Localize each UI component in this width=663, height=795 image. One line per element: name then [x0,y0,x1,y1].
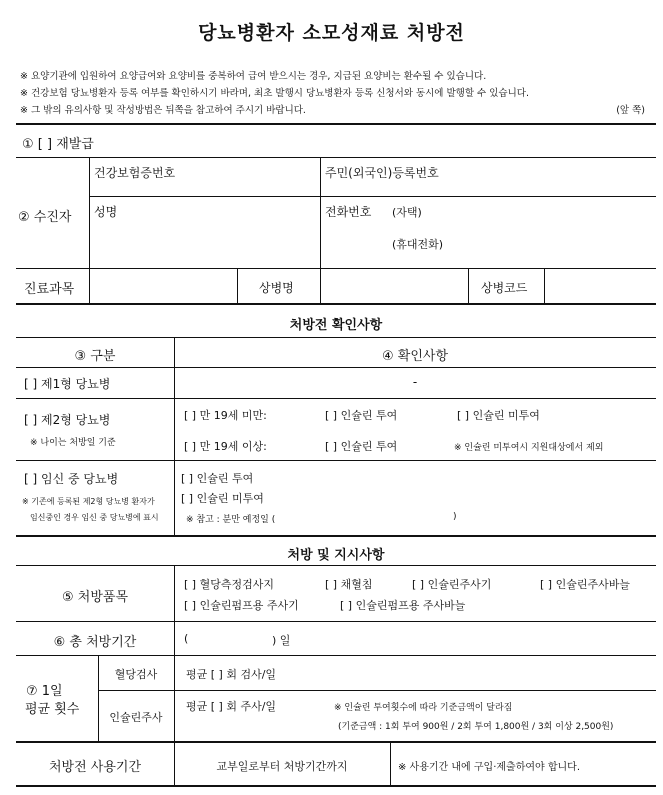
rule [16,655,656,656]
note-3 [20,102,645,119]
type1-value: - [412,375,418,389]
reissue-checkbox[interactable]: ① [ ] 재발급 [22,137,94,152]
col-divider [468,269,469,303]
dept-label: 진료과목 [24,282,75,297]
type2-exclusion-note: ※ 인슐린 미투여시 지원대상에서 제외 [454,443,604,453]
usage-value: 교부일로부터 처방기간까지 [216,760,348,773]
type2-under19-checkbox[interactable]: [ ] 만 19세 미만: [184,409,267,422]
type2-under19-no-insulin-checkbox[interactable]: [ ] 인슐린 미투여 [457,409,540,422]
col-divider [174,566,175,741]
item-pump-syringe-checkbox[interactable]: [ ] 인슐린펌프용 주사기 [184,599,299,612]
section-prescription-title: 처방 및 지시사항 [287,548,385,563]
name-label: 성명 [94,205,118,219]
note-1: ※ 요양기관에 입원하여 요양급여와 요양비를 중복하여 급여 받으시는 경우, 지급된 요양비는 환수될 수 있습니다. [20,71,487,82]
insulin-criteria-amounts: (기준금액 : 1회 투여 900원 / 2회 투여 1,800원 / 3회 이상 2,500원) [338,722,614,732]
insulin-injection-value: 평균 [ ] 회 주사/일 [186,700,277,713]
pregnancy-no-insulin-checkbox[interactable]: [ ] 인슐린 미투여 [181,492,264,505]
usage-note: ※ 사용기간 내에 구입·제출하여야 합니다. [398,762,581,773]
front-label: (앞 쪽) [616,105,645,116]
item-test-strip-checkbox[interactable]: [ ] 혈당측정검사지 [184,578,274,591]
item-pump-needle-checkbox[interactable]: [ ] 인슐린펌프용 주사바늘 [340,599,466,612]
col-divider [89,158,90,303]
rule-thick [16,535,656,537]
item-insulin-needle-checkbox[interactable]: [ ] 인슐린주사바늘 [540,578,630,591]
rule [16,157,656,158]
resident-no-label: 주민(외국인)등록번호 [325,166,439,180]
note-3-text: ※ 그 밖의 유의사항 및 작성방법은 뒤쪽을 참고하여 주시기 바랍니다. [20,105,306,116]
pregnancy-checkbox[interactable]: [ ] 임신 중 당뇨병 [24,472,119,486]
glucose-test-value: 평균 [ ] 회 검사/일 [186,668,277,681]
form-title: 당뇨병환자 소모성재료 처방전 [198,22,465,44]
item-insulin-syringe-checkbox[interactable]: [ ] 인슐린주사기 [412,578,492,591]
item-lancet-checkbox[interactable]: [ ] 채혈침 [325,578,373,591]
rule [16,337,656,338]
col-category-header: ③ 구분 [74,349,116,364]
notes-block [20,68,645,119]
due-date-label: ※ 참고 : 분만 예정일 ( [186,515,276,525]
insurance-no-label: 건강보험증번호 [94,166,176,180]
daily-label-1: ⑦ 1일 [26,684,63,699]
pregnancy-note-2: 임신중인 경우 임신 중 당뇨병에 표시 [30,513,159,522]
col-divider [237,269,238,303]
items-label: ⑤ 처방품목 [61,590,129,605]
col-divider [174,338,175,535]
rule [16,621,656,622]
type1-checkbox[interactable]: [ ] 제1형 당뇨병 [24,377,111,391]
rule-thick [16,741,656,743]
rule-thick [16,303,656,305]
phone-mobile-label: (휴대전화) [392,238,444,251]
daily-label-2: 평균 횟수 [25,702,80,717]
rule [16,565,656,566]
col-divider [544,269,545,303]
phone-home-label: (자택) [392,206,422,219]
insulin-criteria-note: ※ 인슐린 투여횟수에 따라 기준금액이 달라짐 [334,703,513,713]
recipient-label: ② 수진자 [18,210,72,225]
col-divider [390,743,391,785]
rule [16,398,656,399]
rule-top [16,123,656,125]
rule [16,367,656,368]
type2-over19-checkbox[interactable]: [ ] 만 19세 이상: [184,440,267,453]
pregnancy-note-1: ※ 기존에 등록된 제2형 당뇨병 환자가 [22,497,155,506]
phone-label: 전화번호 [325,205,372,219]
type2-checkbox[interactable]: [ ] 제2형 당뇨병 [24,413,111,427]
type2-under19-insulin-checkbox[interactable]: [ ] 인슐린 투여 [325,409,398,422]
period-close: ) 일 [272,634,291,647]
insulin-injection-label: 인슐린주사 [109,711,163,724]
type2-over19-insulin-checkbox[interactable]: [ ] 인슐린 투여 [325,440,398,453]
period-label: ⑥ 총 처방기간 [53,635,137,650]
glucose-test-label: 혈당검사 [114,668,158,681]
type2-note: ※ 나이는 처방일 기준 [30,438,116,448]
section-confirm-title: 처방전 확인사항 [289,318,383,333]
note-2: ※ 건강보험 당뇨병환자 등록 여부를 확인하시기 바라며, 최초 발행시 당뇨병환자 등록 신청서와 동시에 발행할 수 있습니다. [20,88,529,99]
due-date-close: ) [453,512,457,522]
rule [16,460,656,461]
col-confirm-header: ④ 확인사항 [381,349,449,364]
rule-bottom [16,785,656,787]
rule [98,690,656,691]
rule [89,196,656,197]
period-open: ( [184,632,189,645]
usage-label: 처방전 사용기간 [48,760,142,775]
pregnancy-insulin-checkbox[interactable]: [ ] 인슐린 투여 [181,472,254,485]
rule [16,268,656,269]
disease-code-label: 상병코드 [481,281,528,295]
disease-label: 상병명 [259,281,294,295]
col-divider [320,158,321,303]
